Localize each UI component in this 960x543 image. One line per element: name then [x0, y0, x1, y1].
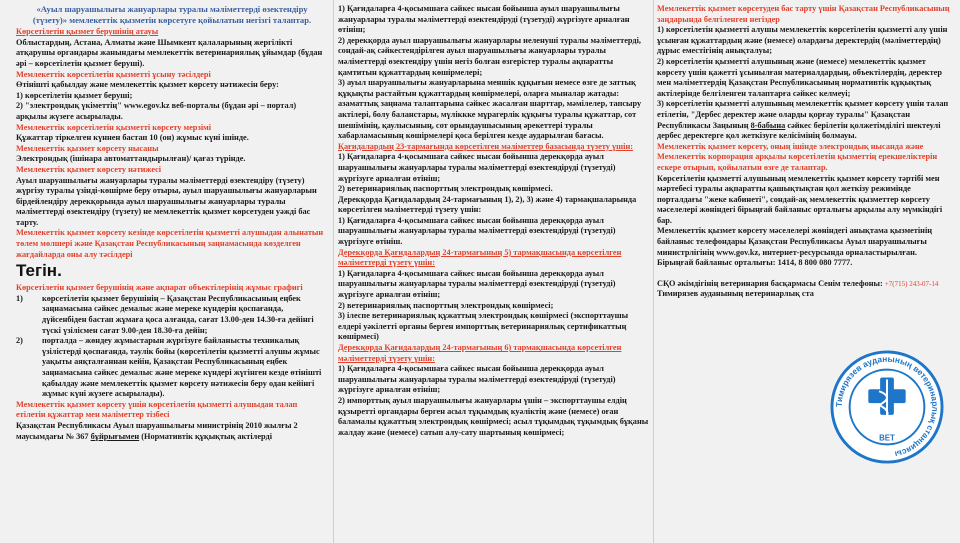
- col3-p3-b: сәйкес берілетін қолжетімділігі шектеулі дербес деректерге қол жеткізуге келісімінің болмауы.: [657, 120, 941, 141]
- docs-text-b: (Нормативтік құқықтық актілерді: [141, 431, 273, 441]
- schedule-item-1-text: көрсетілетін қызмет берушінің – Қазақстан Республикасының еңбек заңнамасына сәйкес демалыс және мереке күндерін қоспағанда, дүйсенбіден бастап жұмаға қоса алғанда, сағат 13.00-ден 14.30-ға дейінгі түскі үзілісмен сағат 9.00-ден 18.30-ға дейін;: [42, 293, 314, 335]
- col2-h2-p2: 2) ветеринариялық паспорттың электрондық көшірмесі;: [338, 300, 554, 310]
- methods-text: Өтінішті қабылдау және мемлекеттік қызмет көрсету нәтижесін беру:: [16, 80, 279, 90]
- seal-ring-text-path: Тимирязев ауданының ветеринарлық станциясы: [833, 353, 941, 460]
- heading-form: Мемлекеттік қызмет көрсету нысаны: [16, 143, 159, 153]
- docs-order-link[interactable]: бұйрығымен: [90, 431, 140, 441]
- result-text: Ауыл шаруашылығы жануарлары туралы мәліметтерді өзектендіру (түзету) жүргізу туралы үзінді-көшірме беру отыры, ауыл шаруашылығы жануарларын бірдейлендіру дерекқорында ауыл шаруашылығы жануарлары туралы мәліметтерді өзектендіру (түзету) не мемлекеттік қызмет көрсетуден уәжді бас тарту.: [16, 175, 317, 227]
- col2-h1-p4: 1) Қағидаларға 4-қосымшаға сәйкес нысан бойынша дерекқорда ауыл шаруашылығы жануарлары туралы мәліметтерді өзектендіруді (түзетуді) жүргізуге өтініш.: [338, 215, 616, 247]
- col2-heading-3: Дерекқорда Қағидалардың 24-тармағының 6) тармақшасында көрсетілген мәліметтерді түзету үшін:: [338, 343, 622, 363]
- col2-heading-2: Дерекқорда Қағидалардың 24-тармағының 5) тармақшасында көрсетілген мәліметтерді түзету үшін:: [338, 247, 622, 268]
- schedule-item-2-num: 2): [16, 336, 23, 346]
- law-article-link[interactable]: 8-бабына: [750, 120, 786, 130]
- provider-text: Облыстардың, Астана, Алматы және Шымкент қалаларының жергілікті атқарушы органдары жанындағы мемлекеттік ветеринариялық ұйымдар (бұдан әрі – көрсетілетін қызмет беруші).: [16, 37, 323, 68]
- form-text: Электрондық (ішінара автоматтандырылған)/ қағаз түрінде.: [16, 154, 246, 164]
- schedule-item-1: [16, 294, 328, 336]
- method-1: 1) көрсетілетін қызмет беруші;: [16, 90, 133, 100]
- column-2: [338, 4, 650, 543]
- docs-text: [16, 421, 328, 442]
- heading-result: Мемлекеттік қызмет көрсету нәтижесі: [16, 164, 162, 174]
- heading-schedule: Көрсетілетін қызмет берушінің және ақпарат объектілерінің жұмыс графигі: [16, 283, 303, 293]
- col3-p4: Көрсетілетін қызметті алушының мемлекеттік қызмет көрсету тәртібі мен мәртебесі туралы ақпаратты қашықтықтан қол жеткізу режимінде порталдағы "жеке кабинеті", сондай-ақ мемлекеттік қызметтер көрсету мәселелері жөніндегі бірыңғай байланыс орталығы арқылы алу мүмкіндігі бар.: [657, 173, 943, 225]
- schedule-item-2: [16, 336, 328, 400]
- column-divider: [653, 0, 654, 543]
- contact-line-2: [657, 289, 952, 300]
- fee-free: Тегін.: [16, 261, 62, 281]
- col2-h3-p2: 2) импорттық ауыл шаруашылығы жануарлары үшін – экспорттаушы елдің құзыретті органдары берген асыл тұқымдық куәліктің және (немесе) оған баламалы құжаттың электрондық көшірмесі; асыл тұқымдық тұқымдық бұқаны жалдау және (немесе) сатып алу-сату шартының көшірмесі;: [338, 395, 649, 437]
- docs-text-a: Қазақстан Республикасы Ауыл шаруашылығы министрінің 2010 жылғы 2 маусымдағы № 367: [16, 420, 298, 441]
- contact-phone: +7(715) 243-07-14: [884, 279, 939, 288]
- col2-p1: 1) Қағидаларға 4-қосымшаға сәйкес нысан бойынша ауыл шаруашылығы жануарлары туралы мәліметтерді өзектендіруді (түзетуді) жүргізуге арналған өтініш;: [338, 4, 630, 35]
- contact-org: СҚО әкімдігінің ветеринария басқармасы: [657, 278, 816, 288]
- heading-docs: Мемлекеттік қызмет көрсету үшін көрсетілетін қызметті алушыдан талап етілетін құжаттар мен мәліметтер тізбесі: [16, 399, 298, 420]
- col2-h1-p2: 2) ветеринариялық паспорттың электрондық көшірмесі.: [338, 184, 553, 194]
- seal-center-text: ВЕТ: [879, 433, 895, 443]
- contact-station: Тимирязев ауданының ветеринарлық ста: [657, 289, 814, 299]
- column-1: [16, 4, 328, 543]
- method-2: 2) "электрондық үкіметтің" www.egov.kz веб-порталы (бұдан әрі – портал) арқылы жүзеге асырылады.: [16, 101, 297, 121]
- schedule-item-2-text: порталда – жөндеу жұмыстарын жүргізуге байланысты техникалық үзілістерді қоспағанда, тәулік бойы (көрсетілетін қызметті алушы жұмыс уақыты аяқталғаннан кейін, Қазақстан Республикасының еңбек заңнамасына сәйкес демалыс және мереке күндері жүгінген кезде өтінішті қабылдау және мемлекеттік қызмет көрсету нәтижесін беру одан кейінгі жұмыс күні жүзеге асырылады).: [42, 336, 322, 399]
- column-divider: [333, 0, 334, 543]
- col3-p3: [657, 99, 952, 141]
- col3-p5: Мемлекеттік қызмет көрсету мәселелері жөніндегі анықтама қызметінің байланыс телефондары Қазақстан Республикасы Ауыл шаруашылығы министрлігінің www.gov.kz, интернет-ресурсында орналастырылған. Бірыңғай байланыс орталығы: 1414, 8 800 080 7777.: [657, 226, 933, 268]
- contact-phone-label: Сенім телефоны:: [818, 278, 883, 288]
- col2-p3: 3) ауыл шаруашылығы жануарларына меншік құқығын немесе өзге де заттық құқықты растайтын құжаттардың көшірмелері, оларға мыналар жатады: азаматтық заңнама талаптарына сәйкес жасалған шарттар, мәмілелер, тапсыру актілері, болу баланстары, мүліккке мұрагерлік құқығы туралы құжаттар, сот шешімінің, қаулысының, сот орындаушысының әрекеттері туралы хабарламасының көшірмелері қоса берілген кезде аударылған бағасы.: [338, 78, 642, 141]
- col3-p3-a: 3) көрсетілетін қызметті алушының мемлекеттік қызмет көрсету үшін талап етілетін, "Дербес деректер және оларды қорғау туралы" Қазақстан Республикасы Заңының: [657, 99, 949, 130]
- col3-p2: 2) көрсетілетін қызметті алушының және (немесе) мемлекеттік қызмет көрсету үшін қажетті ұсынылған материалдардың, объектілердің, деректер мен мәліметтердің Қазақстан Республикасының нормативтік құқықтық актілерінде белгіленген талаптарға сәйкес келмеуі;: [657, 56, 942, 98]
- col2-h3-p1: 1) Қағидаларға 4-қосымшаға сәйкес нысан бойынша дерекқорда ауыл шаруашылығы жануарлары туралы мәліметтерді өзектендіруді (түзетуді) жүргізуге арналған өтініш;: [338, 364, 616, 395]
- col2-h2-p3: 3) ілеспе ветеринариялық құжаттың электрондық көшірмесі (экспорттаушы елдері уәкілетті органы берген импорттық ветеринариялық сертификаттың көшірмесі): [338, 311, 629, 342]
- heading-term: Мемлекеттік көрсетілетін қызметті көрсету мерзімі: [16, 122, 212, 132]
- contact-line-1: [657, 279, 952, 290]
- col3-heading-1: Мемлекеттік қызмет көрсетуден бас тарту үшін Қазақстан Республикасының заңдарында белгіленген негіздер: [657, 4, 950, 24]
- col3-p1: 1) көрсетілетін қызметті алушы мемлекеттік көрсетілетін қызметті алу үшін ұсынған құжаттардың және (немесе) олардағы деректердің (мәліметтердің) дұрыс еместігінің анықталуы;: [657, 25, 948, 56]
- doc-title: «Ауыл шаруашылығы жануарлары туралы мәліметтерді өзектендіру (түзету)» мемлекеттік қызметін көрсетуге қойылатын негізгі талаптар.: [32, 4, 312, 25]
- col3-heading-2: Мемлекеттік қызмет көрсету, оның ішінде электрондық нысанда және Мемлекеттік корпорация арқылы көрсетілетін қызметтің ерекшеліктерін ескере отырып, қойылатын өзге де талаптар.: [657, 141, 938, 172]
- col2-h2-p1: 1) Қағидаларға 4-қосымшаға сәйкес нысан бойынша дерекқорда ауыл шаруашылығы жануарлары туралы мәліметтерді өзектендіруді (түзетуді) жүргізуге арналған өтініш;: [338, 268, 616, 300]
- heading-fee: Мемлекеттік қызмет көрсету кезінде көрсетілетін қызметті алушыдан алынатын төлем мөлшері және Қазақстан Республикасының заңнамасында көзделген жағдайларда оны алу тәсілдері: [16, 228, 324, 259]
- heading-provider: Көрсетілетін қызмет берушінің атауы: [16, 27, 159, 37]
- schedule-item-1-num: 1): [16, 293, 23, 303]
- term-text: Құжаттар тіркелген күннен бастап 10 (он) жұмыс күні ішінде.: [16, 133, 249, 143]
- heading-methods: Мемлекеттік көрсетілетін қызметті ұсыну тәсілдері: [16, 69, 211, 79]
- veterinary-station-seal: [828, 348, 946, 466]
- col2-p2: 2) дерекқорда ауыл шаруашылығы жануарлары иеленуші туралы мәліметтерді, сондай-ақ сәйкестендірілген ауыл шаруашылығы жануарлары туралы мәліметтерді өзектендіру үшін негіз болған өзгерістер туралы ақпаратты қамтитын құжаттардың көшірмелері;: [338, 35, 641, 77]
- col2-h1-p1: 1) Қағидаларға 4-қосымшаға сәйкес нысан бойынша дерекқорда ауыл шаруашылығы жануарлары туралы мәліметтерді өзектендіруді (түзетуді) жүргізуге арналған өтініш;: [338, 152, 616, 183]
- col2-h1-p3: Дерекқорда Қағидалардың 24-тармағының 1), 2), 3) және 4) тармақшаларында көрсетілген мәліметтерді түзету үшін:: [338, 194, 637, 215]
- col2-heading-1: Қағидалардың 23-тармағында көрсетілген мәліметтер базасында түзету үшін:: [338, 141, 633, 151]
